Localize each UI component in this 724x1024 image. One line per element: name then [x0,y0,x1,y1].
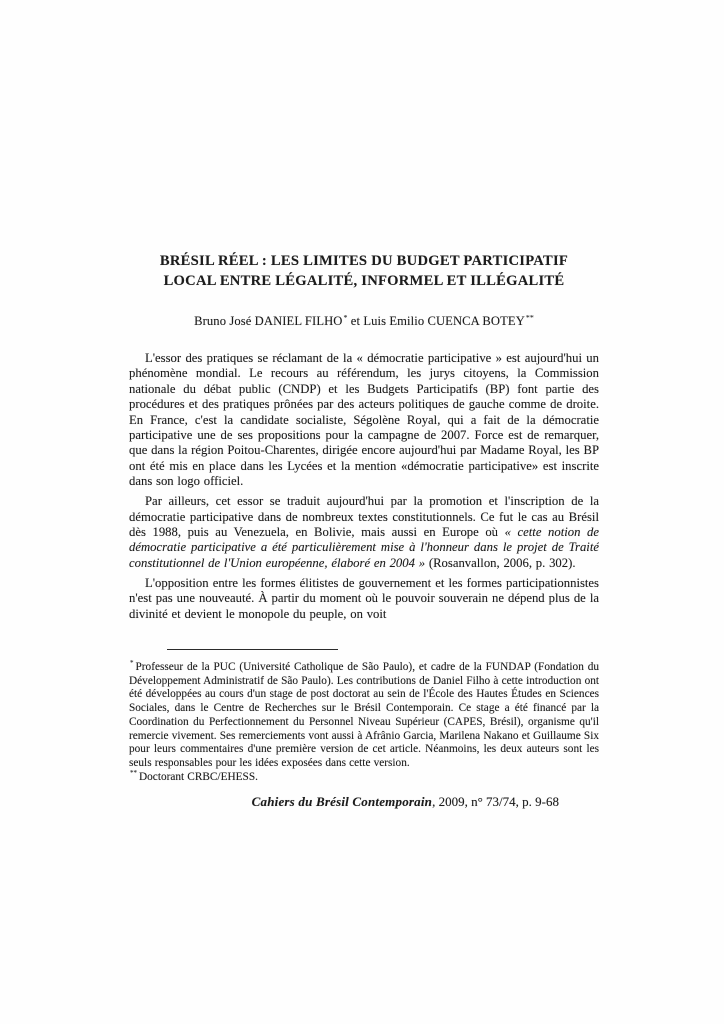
paragraph-2-citation: (Rosanvallon, 2006, p. 302). [425,555,576,570]
author-2: Luis Emilio CUENCA BOTEY [363,314,525,328]
byline-connector: et [347,314,364,328]
paragraph-1: L'essor des pratiques se réclamant de la « démocratie participative » est aujourd'hui un phénomène mondial. Le recours au référendum, les jurys citoyens, la Commission nationale du débat public (CNDP) et les Budgets Participatifs (BP) font partie des procédures et des pratiques prônées par des acteurs politiques de gauche comme de droite. En France, c'est la candidate socialiste, Ségolène Royal, qui a fait de la démocratie participative une de ses propositions pour la campagne de 2007. Force est de remarquer, que dans la région Poitou-Charentes, dirigée encore aujourd'hui par Madame Royal, les BP ont été mis en place dans les Lycées et la mention «démocratie participative» est inscrite dans son logo officiel. [129,351,599,489]
paragraph-2-lead: Par ailleurs, cet essor se traduit aujourd'hui par la promotion et l'inscription de la démocratie participative dans de nombreux textes constitutionnels. Ce fut le cas au Brésil dès 1988, puis au Venezuela, en Bolivie, mais aussi en Europe où [129,494,599,539]
footnote-2 [129,768,599,785]
paragraph-2 [129,494,599,571]
journal-issue-details: , 2009, n° 73/74, p. 9-68 [432,794,559,810]
author-1-footnote-marker: * [343,312,348,322]
footnote-1-marker: * [130,659,134,668]
footnote-1 [129,661,599,771]
footnote-1-text: Professeur de la PUC (Université Catholique de São Paulo), et cadre de la FUNDAP (Fondation du Développement Administratif de São Paulo). Les contributions de Daniel Filho à cette introduction ont été développées au cours d'un stage de post doctorat au sein de l'École des Hautes Études en Sciences Sociales, dans le Centre de Recherches sur le Brésil Contemporain. Ce stage a été financé par la Coordination du Perfectionnement du Personnel Niveau Supérieur (CAPES, Brésil), organisme qu'il remercie vivement. Ses remerciements vont aussi à Afrânio Garcia, Marilena Nakano et Guillaume Six pour leurs commentaires d'une première version de cet article. Néanmoins, les deux auteurs sont les seuls responsables pour les idées exposées dans cette version. [129,661,599,769]
article-title-line-1: BRÉSIL RÉEL : LES LIMITES DU BUDGET PARTICIPATIF [159,253,569,269]
footnotes [129,661,599,784]
journal-citation [129,794,599,810]
paragraph-2-quotation: « cette notion de démocratie participative a été particulièrement mise à l'honneur dans le projet de Traité constitutionnel de l'Union européenne, élaboré en 2004 » [129,524,599,570]
footnote-2-text: Doctorant CRBC/EHESS. [139,770,258,783]
author-2-footnote-marker: ** [525,312,534,322]
footnote-area [129,649,599,810]
footnote-separator-rule [167,649,338,650]
article-title-line-2: LOCAL ENTRE LÉGALITÉ, INFORMEL ET ILLÉGALITÉ [163,272,565,289]
journal-title: Cahiers du Brésil Contemporain [251,794,433,810]
author-1: Bruno José DANIEL FILHO [194,314,343,328]
byline [129,314,599,329]
article-body [129,351,599,645]
footnote-2-marker: ** [130,768,137,777]
article-header [129,252,599,329]
paragraph-3: L'opposition entre les formes élitistes de gouvernement et les formes participationnistes n'est pas une nouveauté. À partir du moment où le pouvoir souverain ne dépend plus de la divinité et devient le monopole du peuple, on voit [129,575,599,621]
